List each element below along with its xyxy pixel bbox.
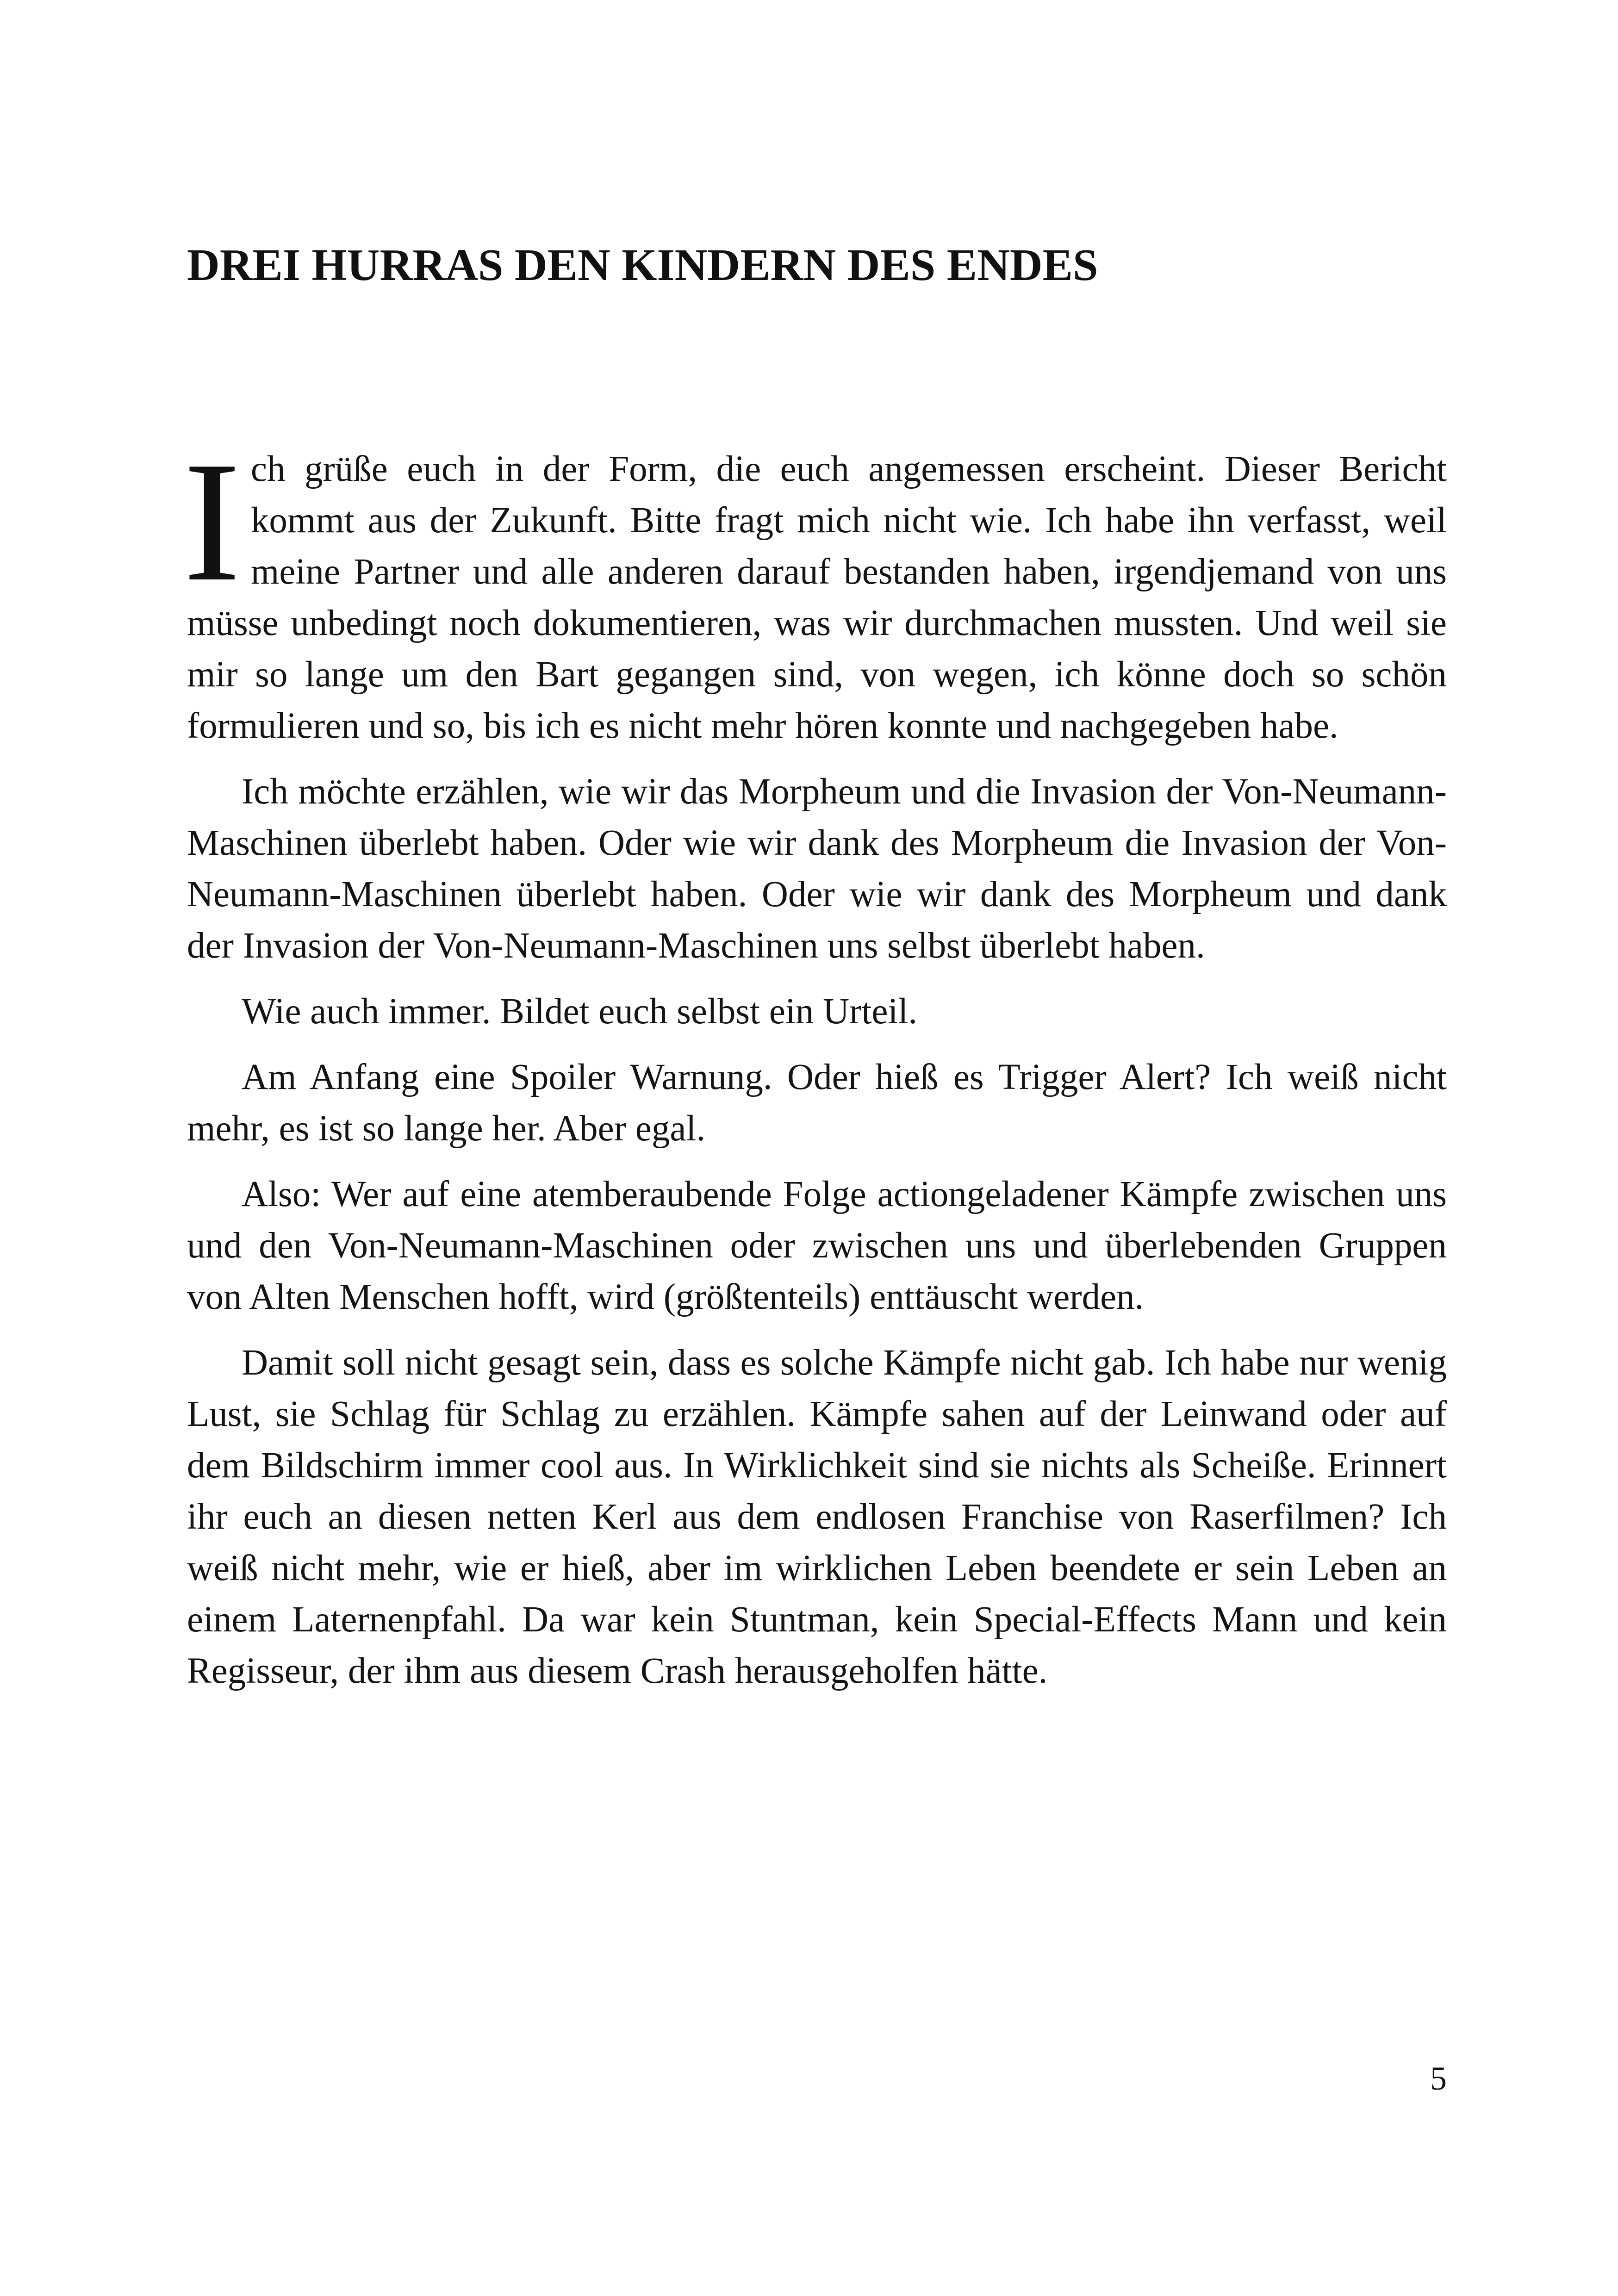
paragraph-2: Ich möchte erzählen, wie wir das Morpheum und die Invasion der Von-Neumann-Maschinen überlebt haben. Oder wie wir dank des Morpheum die Invasion der Von-Neumann-Maschinen überlebt haben. Oder wie wir dank des Morpheum und dank der Invasion der Von-Neumann-Maschinen uns selbst überlebt haben. [187, 772, 1447, 966]
chapter-title: DREI HURRAS DEN KINDERN DES ENDES [187, 240, 1098, 290]
paragraph-1-text: ch grüße euch in der Form, die euch angemessen erscheint. Dieser Bericht kommt aus der Zukunft. Bitte fragt mich nicht wie. Ich habe ihn verfasst, weil meine Partner und alle anderen darauf bestanden haben, irgendjemand von uns müsse unbedingt noch dokumentieren, was wir durchmachen mussten. Und weil sie mir so lange um den Bart gegangen sind, von wegen, ich könne doch so schön formulieren und so, bis ich es nicht mehr hören konnte und nachgegeben habe. [187, 449, 1447, 746]
paragraph-1 [183, 427, 1447, 752]
paragraph-3: Wie auch immer. Bildet euch selbst ein Urteil. [242, 991, 918, 1032]
paragraph-6: Damit soll nicht gesagt sein, dass es solche Kämpfe nicht gab. Ich habe nur wenig Lust, sie Schlag für Schlag zu erzählen. Kämpfe sahen auf der Leinwand oder auf dem Bildschirm immer cool aus. In Wirklichkeit sind sie nichts als Scheiße. Erinnert ihr euch an diesen netten Kerl aus dem endlosen Franchise von Raserfilmen? Ich weiß nicht mehr, wie er hieß, aber im wirklichen Leben beendete er sein Leben an einem Laternenpfahl. Da war kein Stuntman, kein Special-Effects Mann und kein Regisseur, der ihm aus diesem Crash herausgeholfen hätte. [187, 1343, 1447, 1691]
drop-cap: I [183, 427, 241, 617]
page-number: 5 [1430, 2060, 1447, 2097]
paragraph-5: Also: Wer auf eine atemberaubende Folge actiongeladener Kämpfe zwischen uns und den Von-Neumann-Maschinen oder zwischen uns und überlebenden Gruppen von Alten Menschen hofft, wird (größtenteils) enttäuscht werden. [187, 1174, 1447, 1317]
paragraph-4: Am Anfang eine Spoiler Warnung. Oder hieß es Trigger Alert? Ich weiß nicht mehr, es ist so lange her. Aber egal. [187, 1057, 1447, 1149]
chapter-body [183, 427, 1447, 1711]
